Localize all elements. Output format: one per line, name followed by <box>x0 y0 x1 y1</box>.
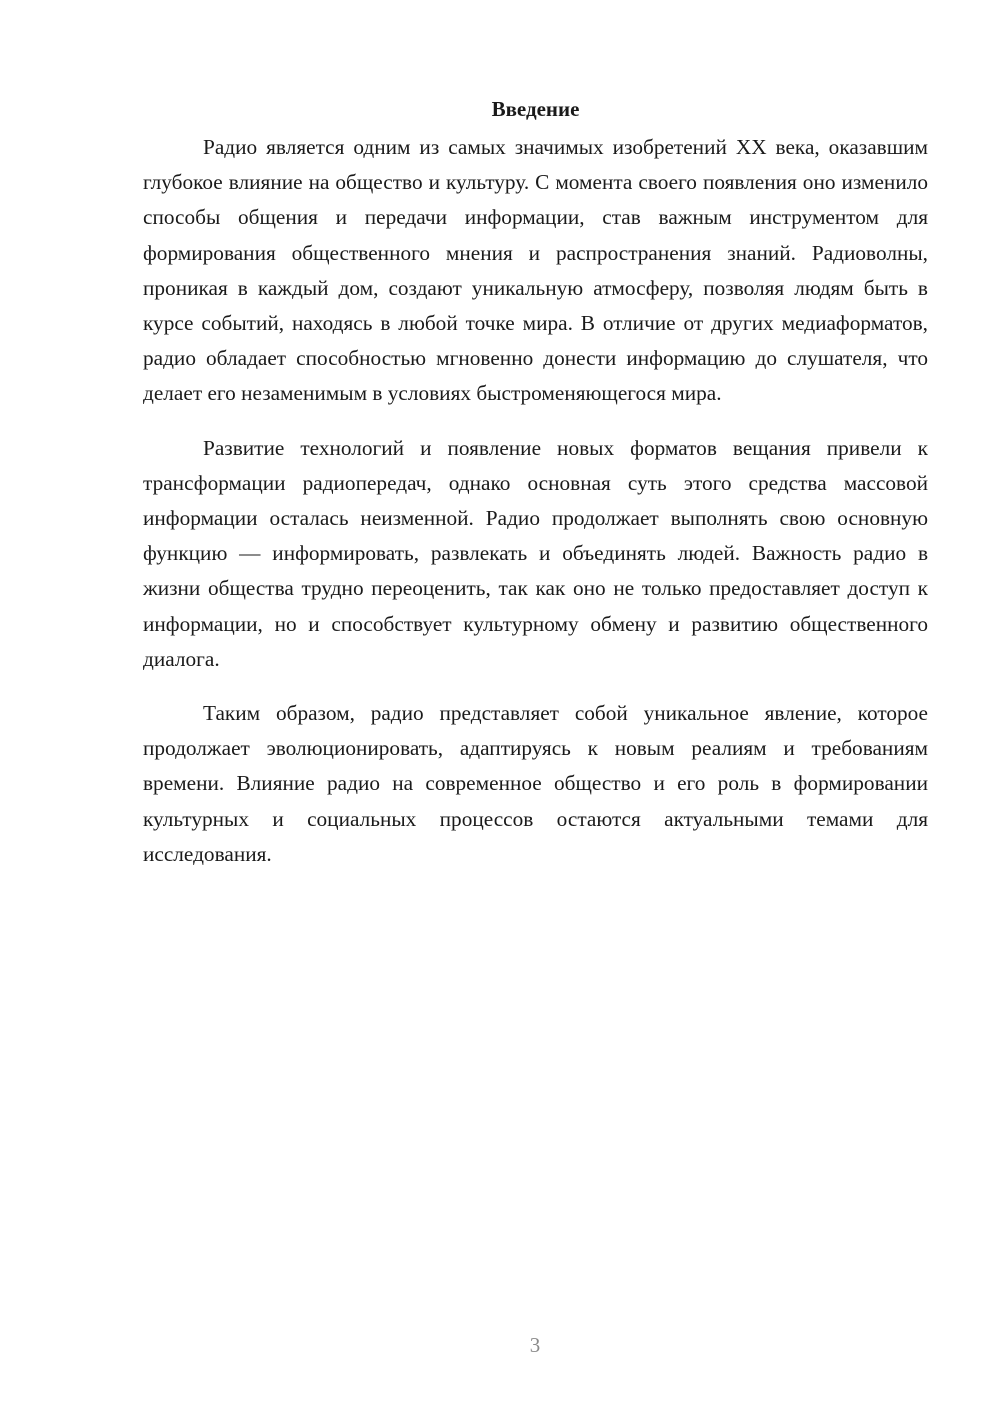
document-body <box>143 92 928 891</box>
section-title: Введение <box>491 97 580 121</box>
paragraph: Таким образом, радио представляет собой уникальное явление, которое продолжает эволюционировать, адаптируясь к новым реалиям и требованиям времени. Влияние радио на современное общество и его роль в формировании культурных и социальных процессов остаются актуальными темами для исследования. <box>143 701 928 866</box>
paragraph: Развитие технологий и появление новых форматов вещания привели к трансформации радиопередач, однако основная суть этого средства массовой информации осталась неизменной. Радио продолжает выполнять свою основную функцию — информировать, развлекать и объединять людей. Важность радио в жизни общества трудно переоценить, так как оно не только предоставляет доступ к информации, но и способствует культурному обмену и развитию общественного диалога. <box>143 435 928 671</box>
page-number: 3 <box>529 1333 541 1357</box>
paragraph: Радио является одним из самых значимых изобретений XX века, оказавшим глубокое влияние на общество и культуру. С момента своего появления оно изменило способы общения и передачи информации, став важным инструментом для формирования общественного мнения и распространения знаний. Радиоволны, проникая в каждый дом, создают уникальную атмосферу, позволяя людям быть в курсе событий, находясь в любой точке мира. В отличие от других медиаформатов, радио обладает способностью мгновенно донести информацию до слушателя, что делает его незаменимым в условиях быстроменяющегося мира. <box>143 135 928 406</box>
